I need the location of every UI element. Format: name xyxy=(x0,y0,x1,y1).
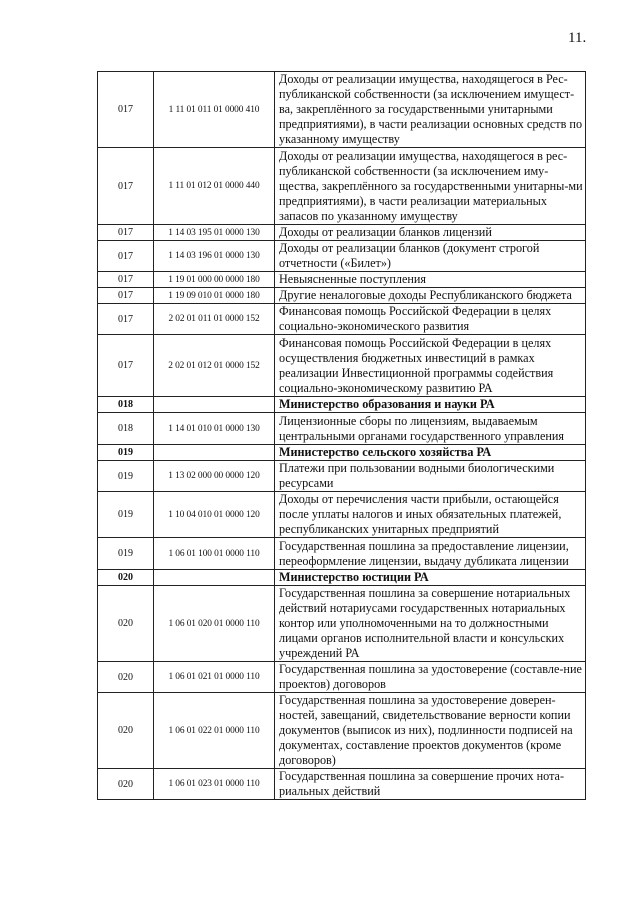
revenue-name-cell: Государственная пошлина за удостоверение (составле-ние проектов) договоров xyxy=(275,662,586,693)
budget-code-cell: 1 14 03 195 01 0000 130 xyxy=(154,225,275,241)
table-row xyxy=(98,461,586,492)
admin-code-cell: 017 xyxy=(98,72,154,148)
admin-code-cell: 017 xyxy=(98,335,154,397)
admin-code-cell: 017 xyxy=(98,241,154,272)
table-row xyxy=(98,288,586,304)
budget-code-cell: 1 11 01 012 01 0000 440 xyxy=(154,148,275,225)
table-row xyxy=(98,225,586,241)
revenue-name-cell: Министерство юстиции РА xyxy=(275,570,586,586)
admin-code-cell: 018 xyxy=(98,397,154,413)
admin-code-cell: 020 xyxy=(98,570,154,586)
budget-code-cell: 1 14 01 010 01 0000 130 xyxy=(154,413,275,445)
table-row xyxy=(98,272,586,288)
table-row xyxy=(98,662,586,693)
admin-code-cell: 019 xyxy=(98,538,154,570)
budget-code-cell: 2 02 01 011 01 0000 152 xyxy=(154,304,275,335)
admin-code-cell: 018 xyxy=(98,413,154,445)
revenue-name-cell: Платежи при пользовании водными биологическими ресурсами xyxy=(275,461,586,492)
budget-code-cell: 1 14 03 196 01 0000 130 xyxy=(154,241,275,272)
revenue-codes-table xyxy=(97,71,586,800)
budget-code-cell: 1 10 04 010 01 0000 120 xyxy=(154,492,275,538)
admin-code-cell: 020 xyxy=(98,769,154,800)
table-row xyxy=(98,492,586,538)
admin-code-cell: 017 xyxy=(98,288,154,304)
budget-code-cell: 1 13 02 000 00 0000 120 xyxy=(154,461,275,492)
revenue-name-cell: Невыясненные поступления xyxy=(275,272,586,288)
admin-code-cell: 017 xyxy=(98,272,154,288)
admin-code-cell: 017 xyxy=(98,148,154,225)
budget-code-cell: 1 06 01 100 01 0000 110 xyxy=(154,538,275,570)
revenue-name-cell: Доходы от реализации бланков (документ строгой отчетности («Билет») xyxy=(275,241,586,272)
revenue-name-cell: Другие неналоговые доходы Республиканского бюджета xyxy=(275,288,586,304)
table-row xyxy=(98,72,586,148)
revenue-name-cell: Доходы от перечисления части прибыли, остающейся после уплаты налогов и иных обязательных платежей, республиканских унитарных предприятий xyxy=(275,492,586,538)
admin-code-cell: 019 xyxy=(98,492,154,538)
admin-code-cell: 020 xyxy=(98,662,154,693)
revenue-name-cell: Государственная пошлина за предоставление лицензии, переоформление лицензии, выдачу дубликата лицензии xyxy=(275,538,586,570)
table-row xyxy=(98,769,586,800)
table-row xyxy=(98,241,586,272)
ministry-heading-row xyxy=(98,397,586,413)
budget-code-cell xyxy=(154,570,275,586)
table-row xyxy=(98,413,586,445)
table-body xyxy=(98,72,586,800)
budget-code-cell: 1 19 09 010 01 0000 180 xyxy=(154,288,275,304)
revenue-name-cell: Министерство образования и науки РА xyxy=(275,397,586,413)
budget-code-cell: 1 19 01 000 00 0000 180 xyxy=(154,272,275,288)
revenue-name-cell: Министерство сельского хозяйства РА xyxy=(275,445,586,461)
table-row xyxy=(98,148,586,225)
ministry-heading-row xyxy=(98,570,586,586)
admin-code-cell: 017 xyxy=(98,304,154,335)
ministry-heading-row xyxy=(98,445,586,461)
revenue-name-cell: Доходы от реализации бланков лицензий xyxy=(275,225,586,241)
revenue-name-cell: Финансовая помощь Российской Федерации в целях осуществления бюджетных инвестиций в рамках реализации Инвестиционной программы содействия социально-экономическому развитию РА xyxy=(275,335,586,397)
table-row xyxy=(98,538,586,570)
admin-code-cell: 020 xyxy=(98,586,154,662)
budget-code-cell xyxy=(154,397,275,413)
table-row xyxy=(98,335,586,397)
budget-code-cell: 1 06 01 023 01 0000 110 xyxy=(154,769,275,800)
revenue-name-cell: Доходы от реализации имущества, находящегося в Рес-публиканской собственности (за исключением имущест-ва, закреплённого за государственными унитарными предприятиями), в части реализации основных средств по указанному имуществу xyxy=(275,72,586,148)
budget-code-cell: 1 06 01 022 01 0000 110 xyxy=(154,693,275,769)
admin-code-cell: 019 xyxy=(98,461,154,492)
revenue-name-cell: Государственная пошлина за совершение нотариальных действий нотариусами государственных нотариальных контор или уполномоченными на то должностными лицами органов исполнительной власти и консульских учреждений РА xyxy=(275,586,586,662)
budget-code-cell: 2 02 01 012 01 0000 152 xyxy=(154,335,275,397)
budget-code-cell xyxy=(154,445,275,461)
page-number: 11. xyxy=(568,30,587,46)
admin-code-cell: 017 xyxy=(98,225,154,241)
admin-code-cell: 019 xyxy=(98,445,154,461)
revenue-name-cell: Доходы от реализации имущества, находящегося в рес-публиканской собственности (за исключением иму-щества, закреплённого за государственными унитарны-ми предприятиями), в части реализации материальных запасов по указанному имуществу xyxy=(275,148,586,225)
table-row xyxy=(98,693,586,769)
table-row xyxy=(98,304,586,335)
revenue-name-cell: Государственная пошлина за совершение прочих нота-риальных действий xyxy=(275,769,586,800)
budget-code-cell: 1 06 01 020 01 0000 110 xyxy=(154,586,275,662)
revenue-name-cell: Лицензионные сборы по лицензиям, выдаваемым центральными органами государственного управления xyxy=(275,413,586,445)
table-row xyxy=(98,586,586,662)
budget-code-cell: 1 06 01 021 01 0000 110 xyxy=(154,662,275,693)
admin-code-cell: 020 xyxy=(98,693,154,769)
revenue-name-cell: Государственная пошлина за удостоверение доверен-ностей, завещаний, свидетельствование верности копии документов (выписок из них), подлинности подписей на документах, составление проектов документов (кроме договоров) xyxy=(275,693,586,769)
budget-code-cell: 1 11 01 011 01 0000 410 xyxy=(154,72,275,148)
revenue-name-cell: Финансовая помощь Российской Федерации в целях социально-экономического развития xyxy=(275,304,586,335)
